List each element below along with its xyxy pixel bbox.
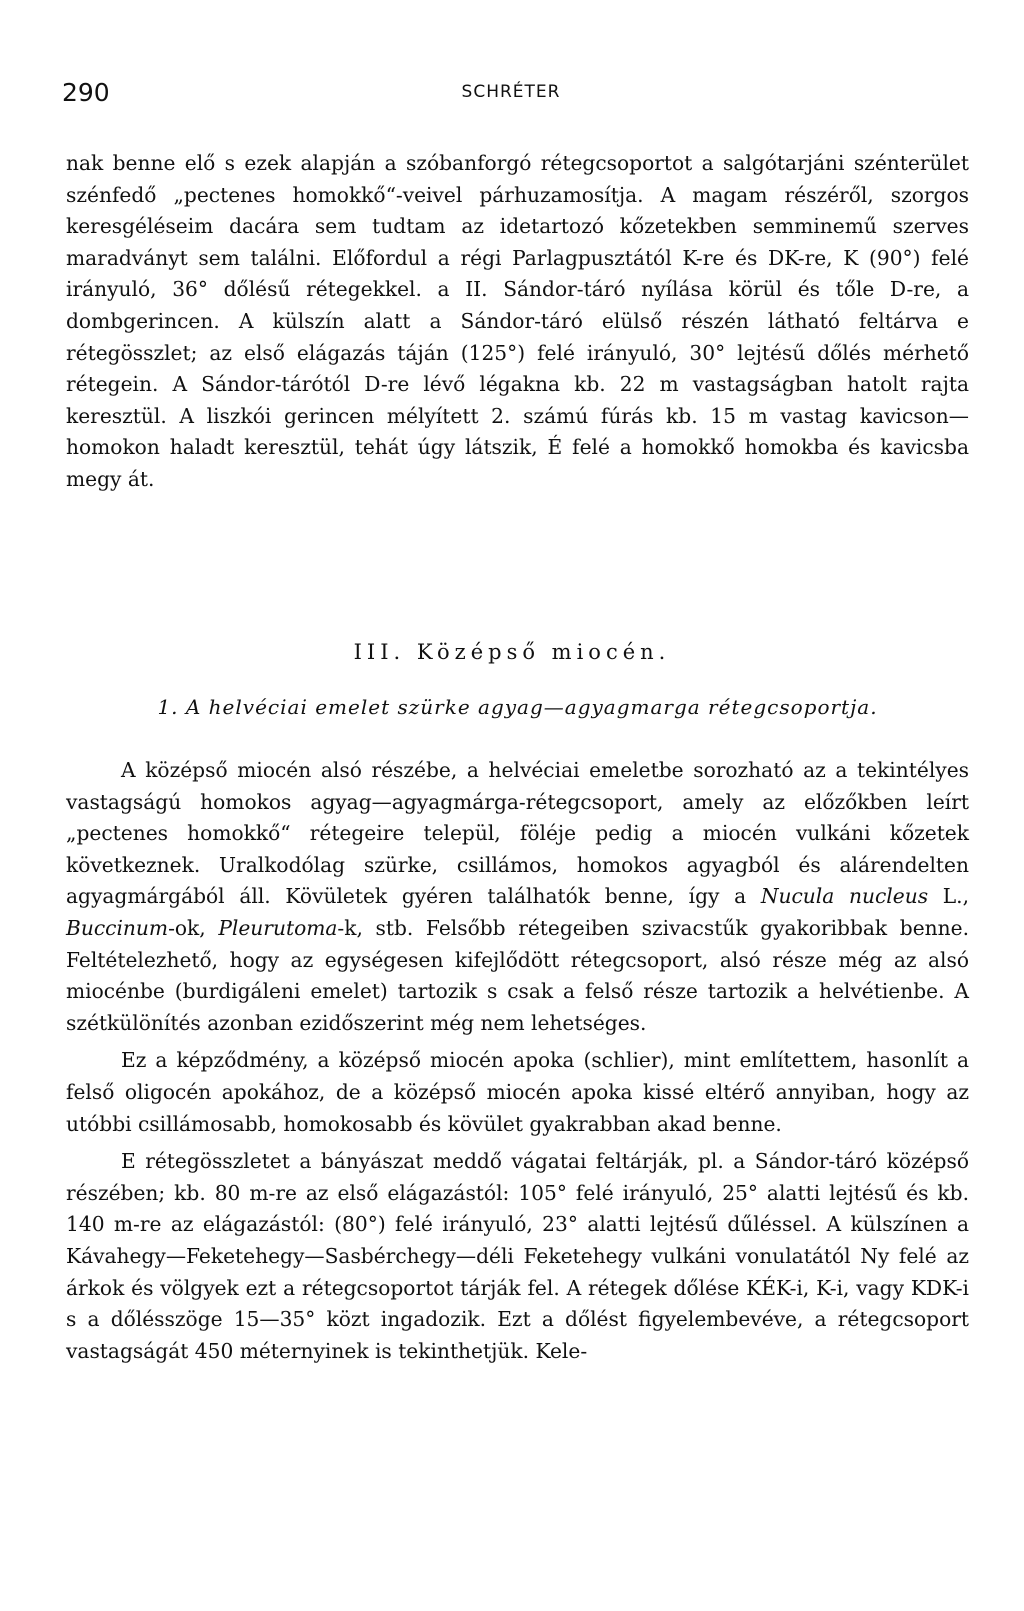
paragraph: Ez a képződmény, a középső miocén apoka (schlier), mint említettem, hasonlít a felső oligocén apokához, de a középső miocén apoka kissé eltérő annyiban, hogy az utóbbi csillámosabb, homokosabb és kövület gyakrabban akad benne.: [66, 1048, 969, 1136]
continued-paragraph-block: [66, 148, 969, 496]
text-run: -ok,: [168, 915, 219, 940]
paragraph: [66, 755, 969, 1039]
taxon-name: Buccinum: [66, 915, 169, 940]
subsection-heading: 1. A helvéciai emelet szürke agyag—agyagmarga rétegcsoportja.: [157, 695, 878, 719]
section-body: [66, 755, 969, 1367]
taxon-name: Pleurutoma: [218, 915, 338, 940]
running-head: SCHRÉTER: [461, 82, 561, 102]
text-run: -k, stb. Felsőbb rétegeiben szivacstűk gyakoribbak benne. Feltételezhető, hogy az egységesen kifejlődött rétegcsoport, alsó része még az alsó miocénbe (burdigáleni emelet) tartozik s csak a felső része tartozik a helvétienbe. A szétkülönítés azonban ezidőszerint még nem lehetséges.: [66, 915, 970, 1035]
paragraph: nak benne elő s ezek alapján a szóbanforgó rétegcsoportot a salgótarjáni szénterület szénfedő „pectenes homokkő“-veivel párhuzamosítja. A magam részéről, szorgos keresgéléseim dacára sem tudtam az idetartozó kőzetekben semminemű szerves maradványt sem találni. Előfordul a régi Parlagpusztától K-re és DK-re, K (90°) felé irányuló, 36° dőlésű rétegekkel. a II. Sándor-táró nyílása körül és tőle D-re, a dombgerincen. A külszín alatt a Sándor-táró elülső részén látható feltárva e rétegösszlet; az első elágazás táján (125°) felé irányuló, 30° lejtésű dőlés mérhető rétegein. A Sándor-tárótól D-re lévő légakna kb. 22 m vastagságban hatolt rajta keresztül. A liszkói gerincen mélyített 2. számú fúrás kb. 15 m vastag kavicson— homokon haladt keresztül, tehát úgy látszik, É felé a homokkő homokba és kavicsba megy át.: [66, 151, 969, 491]
section-heading: III. Középső miocén.: [353, 640, 671, 664]
text-run: L.,: [928, 884, 969, 909]
paragraph: E rétegösszletet a bányászat meddő vágatai feltárják, pl. a Sándor-táró középső részében; kb. 80 m-re az első elágazástól: 105° felé irányuló, 25° alatti lejtésű és kb. 140 m-re az elágazástól: (80°) felé irányuló, 23° alatti lejtésű dűléssel. A külszínen a Kávahegy—Feketehegy—Sasbérchegy—déli Feketehegy vulkáni vonulatától Ny felé az árkok és völgyek ezt a rétegcsoportot tárják fel. A rétegek dőlése KÉK-i, K-i, vagy KDK-i s a dőlésszöge 15—35° közt ingadozik. Ezt a dőlést figyelembevéve, a rétegcsoport vastagságát 450 méternyinek is tekinthetjük. Kele-: [66, 1149, 969, 1363]
taxon-name: Nucula nucleus: [760, 884, 929, 909]
text-run: A középső miocén alsó részébe, a helvéciai emeletbe sorozható az a tekintélyes vastagságú homokos agyag—agyagmárga-rétegcsoport, amely az előzőkben leírt „pectenes homokkő“ rétegeire települ, föléje pedig a miocén vulkáni kőzetek következnek. Uralkodólag szürke, csillámos, homokos agyagból és alárendelten agyagmárgából áll. Kövületek gyéren találhatók benne, így a: [66, 758, 969, 909]
page-header: [62, 78, 960, 108]
page-number: 290: [62, 78, 110, 107]
